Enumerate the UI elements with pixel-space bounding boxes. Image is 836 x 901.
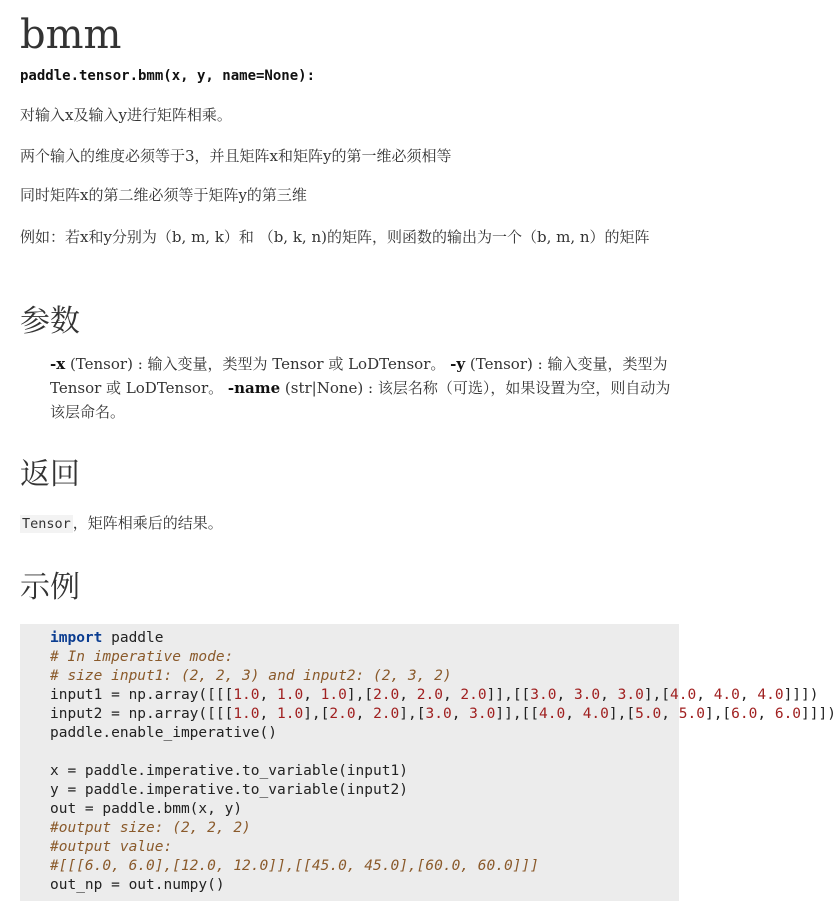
param-y-name: -y [450,355,466,373]
description-line-3: 同时矩阵x的第二维必须等于矩阵y的第三维 [20,186,307,204]
section-heading-returns: 返回 [20,457,80,492]
code-comment: #[[[6.0, 6.0],[12.0, 12.0]],[[45.0, 45.0],[60.0, 60.0]]] [50,858,539,874]
param-x-name: -x [50,355,66,373]
function-signature: paddle.tensor.bmm(x, y, name=None): [20,68,316,84]
code-number: 2.0 [373,706,400,722]
code-line: out = paddle.bmm(x, y) [50,801,243,817]
code-line: out_np = out.numpy() [50,877,225,893]
description-line-1: 对输入x及输入y进行矩阵相乘。 [20,106,232,124]
code-number: 6.0 [774,706,802,722]
code-comment: #output value: [50,839,173,855]
code-comment: #output size: (2, 2, 2) [50,820,251,836]
param-name-name: -name [227,379,281,397]
returns-desc: ，矩阵相乘后的结果。 [72,514,223,532]
code-number: 1.0 [233,706,260,722]
page-title: bmm [20,12,122,58]
code-number: 4.0 [713,687,740,703]
code-number: 1.0 [233,687,260,703]
code-number: 1.0 [320,687,347,703]
code-number: 2.0 [329,706,356,722]
code-line: paddle [102,630,164,646]
code-number: 2.0 [373,687,400,703]
section-heading-params: 参数 [20,304,80,339]
code-comment: # In imperative mode: [50,649,234,665]
code-number: 3.0 [469,706,496,722]
code-number: 3.0 [530,687,557,703]
code-number: 2.0 [416,687,443,703]
code-number: 2.0 [460,687,487,703]
code-number: 5.0 [678,706,705,722]
code-line: x = paddle.imperative.to_variable(input1) [50,763,408,779]
code-example [20,624,836,901]
params-text [50,352,682,424]
code-line: y = paddle.imperative.to_variable(input2) [50,782,408,798]
code-number: 4.0 [757,687,784,703]
code-line: paddle.enable_imperative() [50,725,277,741]
code-number: 6.0 [731,706,758,722]
code-number: 3.0 [617,687,644,703]
code-number: 1.0 [277,706,304,722]
code-number: 3.0 [573,687,601,703]
code-keyword: import [50,630,103,646]
description-example: 例如：若x和y分别为（b, m, k）和 （b, k, n)的矩阵，则函数的输出为一个（b, m, n）的矩阵 [20,228,650,246]
code-line: input2 = np.array([[[1.0, 1.0],[2.0, 2.0],[3.0, 3.0]],[[4.0, 4.0],[5.0, 5.0],[6.0, 6.0]]]) [50,706,836,722]
section-heading-example: 示例 [20,570,80,605]
param-name-desc: (str|None) : 该层名称（可选），如果设置为空，则自动为该层命名。 [50,379,671,421]
code-number: 5.0 [635,706,662,722]
param-x-desc: (Tensor) : 输入变量，类型为 Tensor 或 LoDTensor。 [65,355,451,373]
returns-text [20,512,680,535]
code-number: 1.0 [277,687,304,703]
param-y-desc: (Tensor) : 输入变量，类型为 Tensor 或 LoDTensor。 [50,355,668,397]
description-line-2: 两个输入的维度必须等于3，并且矩阵x和矩阵y的第一维必须相等 [20,147,452,165]
code-number: 3.0 [425,706,452,722]
code-comment: # size input1: (2, 2, 3) and input2: (2, 3, 2) [50,668,452,684]
code-line: input1 = np.array([[[1.0, 1.0, 1.0],[2.0, 2.0, 2.0]],[[3.0, 3.0, 3.0],[4.0, 4.0, 4.0]]]) [50,687,819,703]
code-number: 4.0 [582,706,609,722]
code-number: 4.0 [539,706,566,722]
returns-type: Tensor [22,516,71,532]
code-number: 4.0 [670,687,697,703]
